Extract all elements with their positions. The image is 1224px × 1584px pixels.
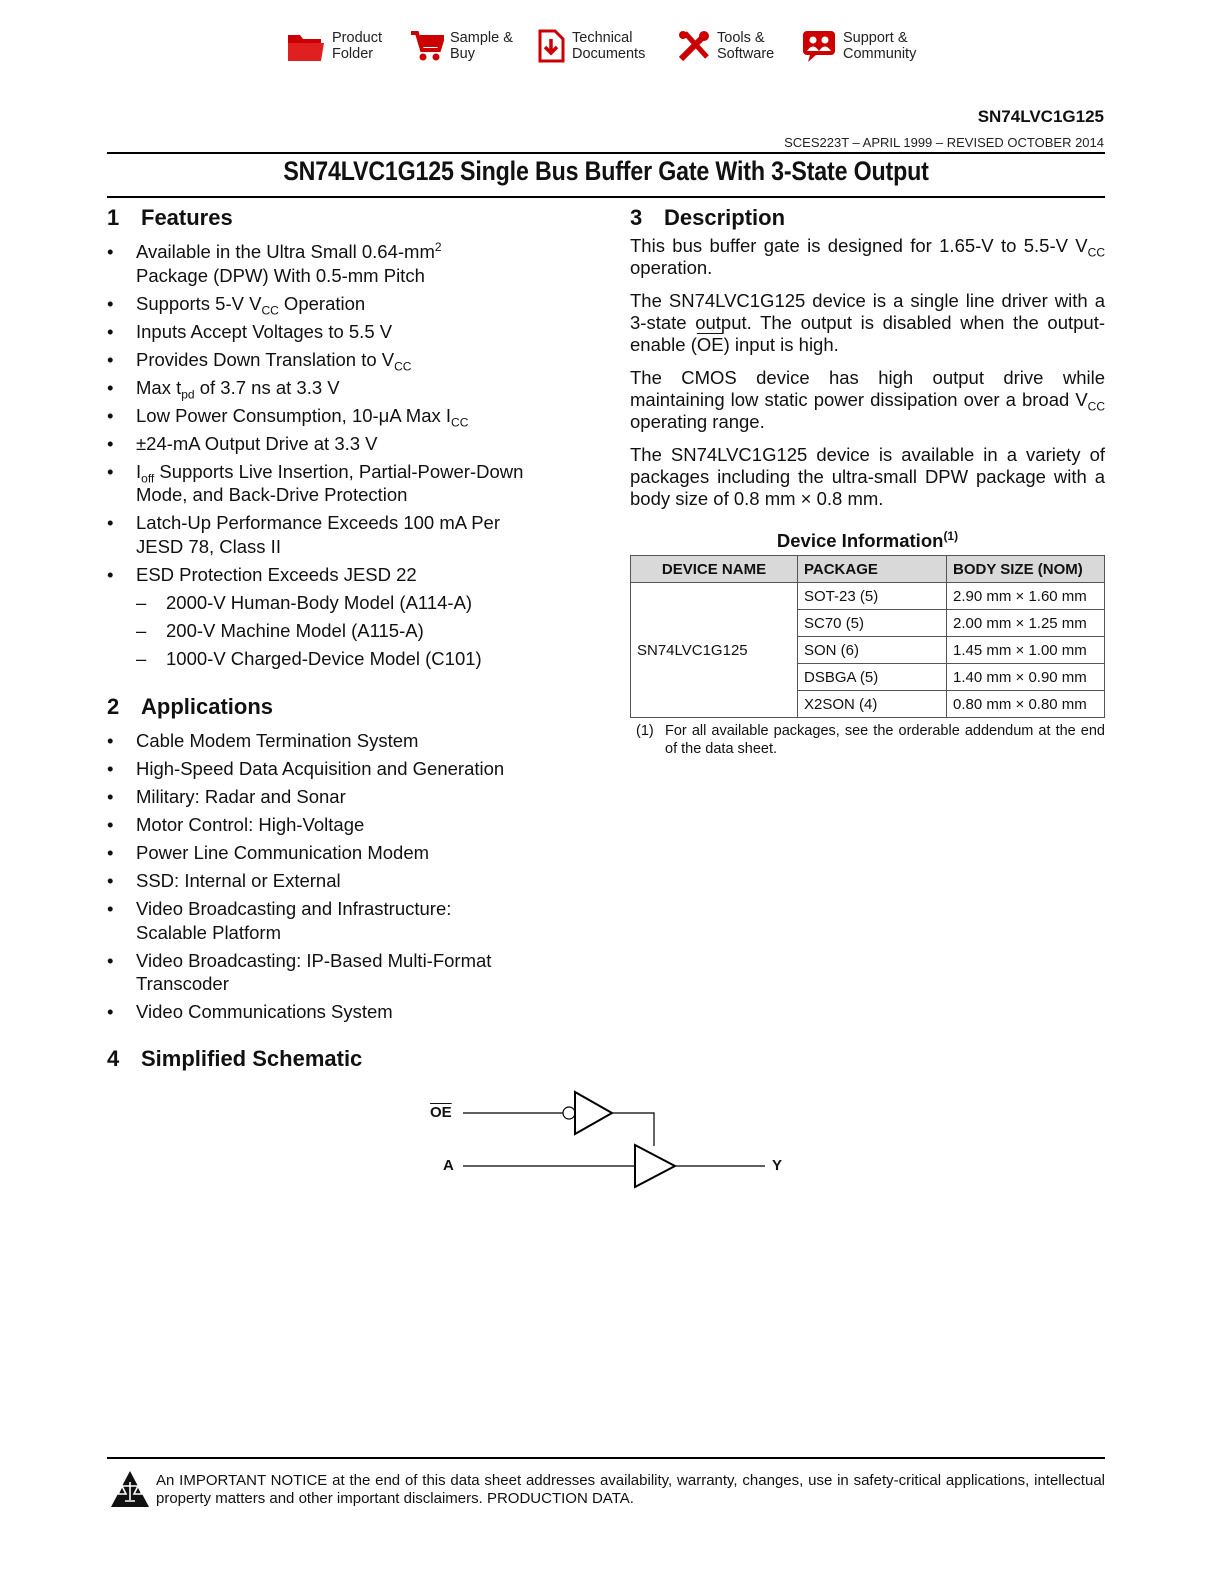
section-title: Simplified Schematic [141,1046,363,1071]
section-number: 4 [107,1046,120,1071]
enable-wire [612,1113,654,1146]
list-item: • Cable Modem Termination System [107,729,557,753]
nav-label: Support & [843,30,908,46]
package-cell: SON (6) [798,637,947,664]
nav-label: Tools & [717,30,765,46]
nav-label: Buy [450,46,475,62]
tools-icon [677,28,711,64]
table-row [631,583,1105,610]
size-cell: 2.90 mm × 1.60 mm [947,583,1105,610]
nav-label: Community [843,46,917,62]
list-subitem: – 2000-V Human-Body Model (A114-A) [107,591,577,615]
nav-support-community[interactable] [801,26,916,66]
footer-rule [107,1457,1105,1459]
features-heading [107,205,233,231]
list-item: • Military: Radar and Sonar [107,785,557,809]
page-title: SN74LVC1G125 Single Bus Buffer Gate With 3-State Output [283,156,929,186]
list-item: • Video Communications System [107,1000,557,1024]
nav-sample-buy[interactable] [410,26,513,66]
features-list [107,240,577,675]
table-caption: Device Information$^{(1)}$ [776,528,959,551]
output-buffer [635,1145,675,1187]
list-item: • ESD Protection Exceeds JESD 22 [107,563,577,587]
nav-label: Documents [572,46,646,62]
description-heading [630,205,785,231]
device-name-cell: SN74LVC1G125 [631,583,798,718]
schematic-heading [107,1046,362,1072]
section-number: 1 [107,205,120,230]
list-item: • Latch-Up Performance Exceeds 100 mA Per JESD 78, Class II [107,511,577,558]
applications-heading [107,694,273,720]
footnote-mark: (1) [636,723,654,739]
nav-label: Product [332,30,382,46]
applications-list [107,729,557,1028]
description-body [630,235,1105,521]
cart-icon [410,28,444,64]
nav-product-folder[interactable] [286,26,382,66]
important-notice: An IMPORTANT NOTICE at the end of this data sheet addresses availability, warranty, changes, use in safety-critical applications, intellectual property matters and other important disclaimers. PRODUCTION DATA. [156,1472,1105,1507]
oe-label: $\overline{OE}$ [430,1104,452,1121]
list-item: • Video Broadcasting: IP-Based Multi-Format Transcoder [107,949,557,996]
a-label: A [443,1157,454,1174]
list-subitem: – 200-V Machine Model (A115-A) [107,619,577,643]
list-item: • $I_{off}$ Supports Live Insertion, Partial-Power-Down Mode, and Back-Drive Protection [107,460,577,507]
package-cell: DSBGA (5) [798,664,947,691]
column-header: PACKAGE [798,556,947,583]
section-number: 3 [630,205,643,230]
section-title: Features [141,205,233,230]
warning-scales-icon [110,1470,150,1513]
list-item: • Motor Control: High-Voltage [107,813,557,837]
package-cell: X2SON (4) [798,691,947,718]
header-rule [107,152,1105,154]
section-number: 2 [107,694,120,719]
size-cell: 1.40 mm × 0.90 mm [947,664,1105,691]
nav-technical-documents[interactable] [536,26,645,66]
list-item: • Inputs Accept Voltages to 5.5 V [107,320,577,344]
nav-label: Sample & [450,30,513,46]
list-item: • Power Line Communication Modem [107,841,557,865]
size-cell: 2.00 mm × 1.25 mm [947,610,1105,637]
package-cell: SC70 (5) [798,610,947,637]
description-paragraph: The CMOS device has high output drive while maintaining low static power dissipation over a broad $V_{CC}$ operating range. [630,367,1105,432]
title-rule [107,196,1105,198]
list-item: • Video Broadcasting and Infrastructure: Scalable Platform [107,897,557,944]
size-cell: 0.80 mm × 0.80 mm [947,691,1105,718]
section-title: Applications [141,694,274,719]
nav-label: Folder [332,46,374,62]
schematic-diagram [455,1085,775,1195]
document-download-icon [536,28,566,64]
description-paragraph: The SN74LVC1G125 device is a single line driver with a 3-state output. The output is disabled when the output-enable $(\overline{OE})$ input is high. [630,290,1105,355]
table-header-row [631,556,1105,583]
community-icon [801,28,837,64]
list-item: • Low Power Consumption, 10-μA Max $I_{CC}$ [107,404,577,428]
column-header: DEVICE NAME [631,556,798,583]
document-id: SCES223T – APRIL 1999 – REVISED OCTOBER 2014 [784,135,1104,150]
y-label: Y [772,1157,783,1174]
nav-tools-software[interactable] [677,26,774,66]
description-paragraph: The SN74LVC1G125 device is available in a variety of packages including the ultra-small DPW package with a body size of 0.8 mm × 0.8 mm. [630,444,1105,509]
list-item: • Available in the Ultra Small $0.64-mm^2$ Package (DPW) With 0.5-mm Pitch [107,240,577,287]
folder-icon [286,28,326,64]
column-header: BODY SIZE (NOM) [947,556,1105,583]
list-item: • High-Speed Data Acquisition and Generation [107,757,557,781]
list-item: • Supports 5-V $V_{CC}$ Operation [107,292,577,316]
part-number: SN74LVC1G125 [977,107,1104,126]
table-footnote [636,722,1105,758]
list-item: • Max $t_{pd}$ of 3.7 ns at 3.3 V [107,376,577,400]
section-title: Description [664,205,786,230]
inverter-bubble [563,1107,575,1119]
size-cell: 1.45 mm × 1.00 mm [947,637,1105,664]
list-item: • ±24-mA Output Drive at 3.3 V [107,432,577,456]
list-item: • SSD: Internal or External [107,869,557,893]
list-subitem: – 1000-V Charged-Device Model (C101) [107,647,577,671]
nav-label: Software [717,46,775,62]
list-item: • Provides Down Translation to $V_{CC}$ [107,348,577,372]
package-cell: SOT-23 (5) [798,583,947,610]
description-paragraph: This bus buffer gate is designed for 1.65-V to 5.5-V $V_{CC}$ operation. [630,235,1105,278]
enable-buffer [575,1092,612,1134]
device-info-table [630,555,1105,718]
nav-label: Technical [572,30,633,46]
footnote-text: For all available packages, see the orderable addendum at the end of the data sheet. [665,723,1105,757]
